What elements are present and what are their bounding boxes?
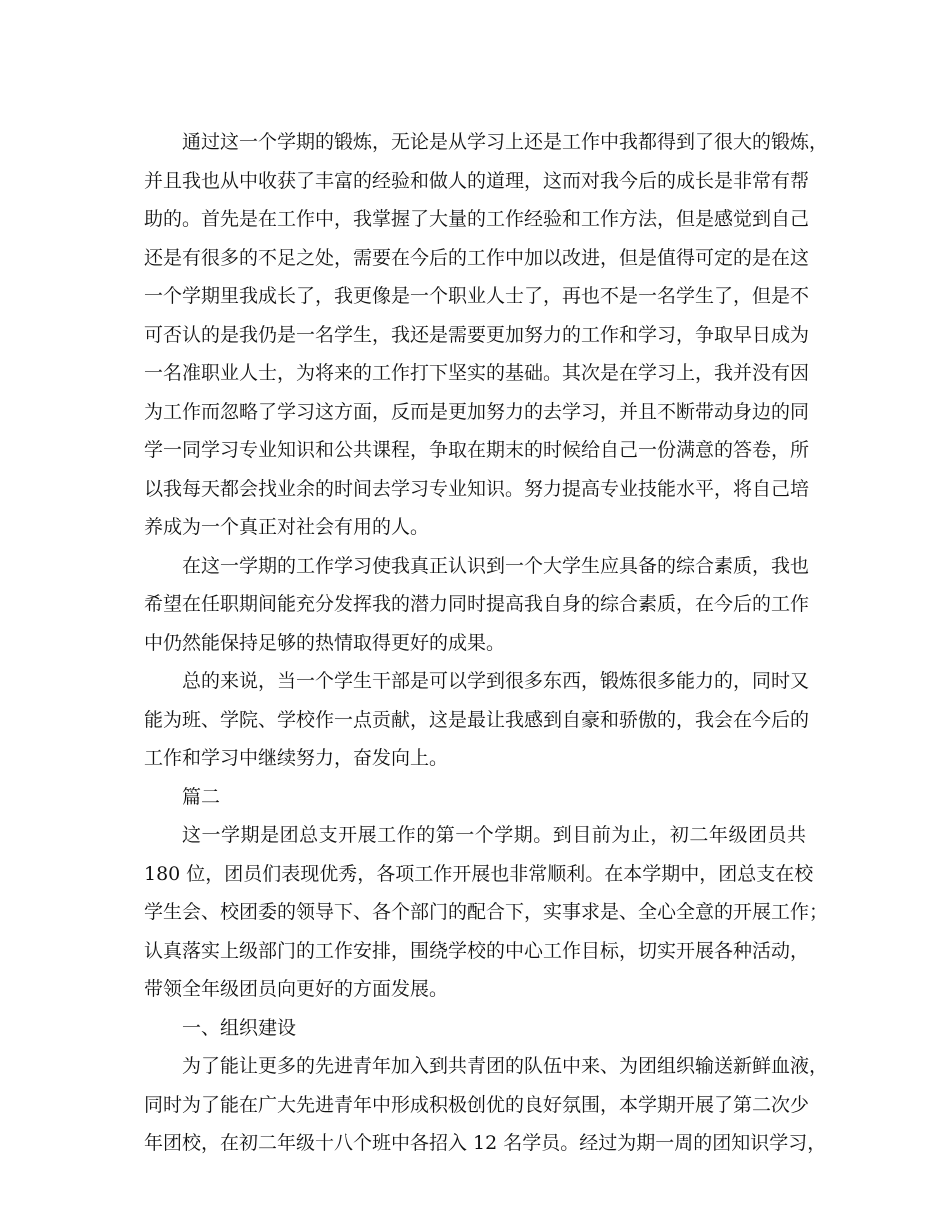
text-line: 一名准职业人士，为将来的工作打下坚实的基础。其次是在学习上，我并没有因 xyxy=(144,362,810,384)
text-line: 希望在任职期间能充分发挥我的潜力同时提高我自身的综合素质，在今后的工作 xyxy=(144,593,810,615)
text-line: 还是有很多的不足之处，需要在今后的工作中加以改进，但是值得可定的是在这 xyxy=(144,246,810,269)
text-line: 工作和学习中继续努力，奋发向上。 xyxy=(144,747,449,769)
text-line: 总的来说，当一个学生干部是可以学到很多东西，锻炼很多能力的，同时又 xyxy=(182,670,810,692)
text-line: 带领全年级团员向更好的方面发展。 xyxy=(144,978,449,1000)
text-line: 在这一学期的工作学习使我真正认识到一个大学生应具备的综合素质，我也 xyxy=(182,554,810,577)
text-line: 学一同学习专业知识和公共课程，争取在期末的时候给自己一份满意的答卷，所 xyxy=(144,439,810,461)
text-line: 通过这一个学期的锻炼，无论是从学习上还是工作中我都得到了很大的锻炼， xyxy=(182,131,829,153)
text-line: 同时为了能在广大先进青年中形成积极创优的良好氛围，本学期开展了第二次少 xyxy=(144,1093,810,1116)
text-line: 中仍然能保持足够的热情取得更好的成果。 xyxy=(144,631,506,654)
text-line: 为工作而忽略了学习这方面，反而是更加努力的去学习，并且不断带动身边的同 xyxy=(144,400,810,423)
text-line: 篇二 xyxy=(182,785,221,808)
text-line: 这一学期是团总支开展工作的第一个学期。到目前为止，初二年级团员共 xyxy=(182,824,806,846)
text-line: 一、组织建设 xyxy=(182,1016,297,1039)
text-line: 180 位，团员们表现优秀，各项工作开展也非常顺利。在本学期中，团总支在校 xyxy=(144,862,814,885)
text-line: 可否认的是我仍是一名学生，我还是需要更加努力的工作和学习，争取早日成为 xyxy=(144,323,810,346)
text-line: 养成为一个真正对社会有用的人。 xyxy=(144,516,430,538)
text-line: 年团校，在初二年级十八个班中各招入 12 名学员。经过为期一周的团知识学习， xyxy=(144,1132,827,1154)
text-line: 能为班、学院、学校作一点贡献，这是最让我感到自豪和骄傲的，我会在今后的 xyxy=(144,708,810,731)
text-line: 以我每天都会找业余的时间去学习专业知识。努力提高专业技能水平，将自己培 xyxy=(144,477,810,500)
text-line: 助的。首先是在工作中，我掌握了大量的工作经验和工作方法，但是感觉到自己 xyxy=(144,208,810,230)
text-line: 一个学期里我成长了，我更像是一个职业人士了，再也不是一名学生了，但是不 xyxy=(144,285,810,307)
document-body xyxy=(144,123,829,1163)
text-line: 认真落实上级部门的工作安排，围绕学校的中心工作目标，切实开展各种活动， xyxy=(144,939,810,962)
text-line: 为了能让更多的先进青年加入到共青团的队伍中来、为团组织输送新鲜血液， xyxy=(182,1055,829,1077)
text-line: 并且我也从中收获了丰富的经验和做人的道理，这而对我今后的成长是非常有帮 xyxy=(144,169,810,192)
text-line: 学生会、校团委的领导下、各个部门的配合下，实事求是、全心全意的开展工作； xyxy=(144,901,829,923)
